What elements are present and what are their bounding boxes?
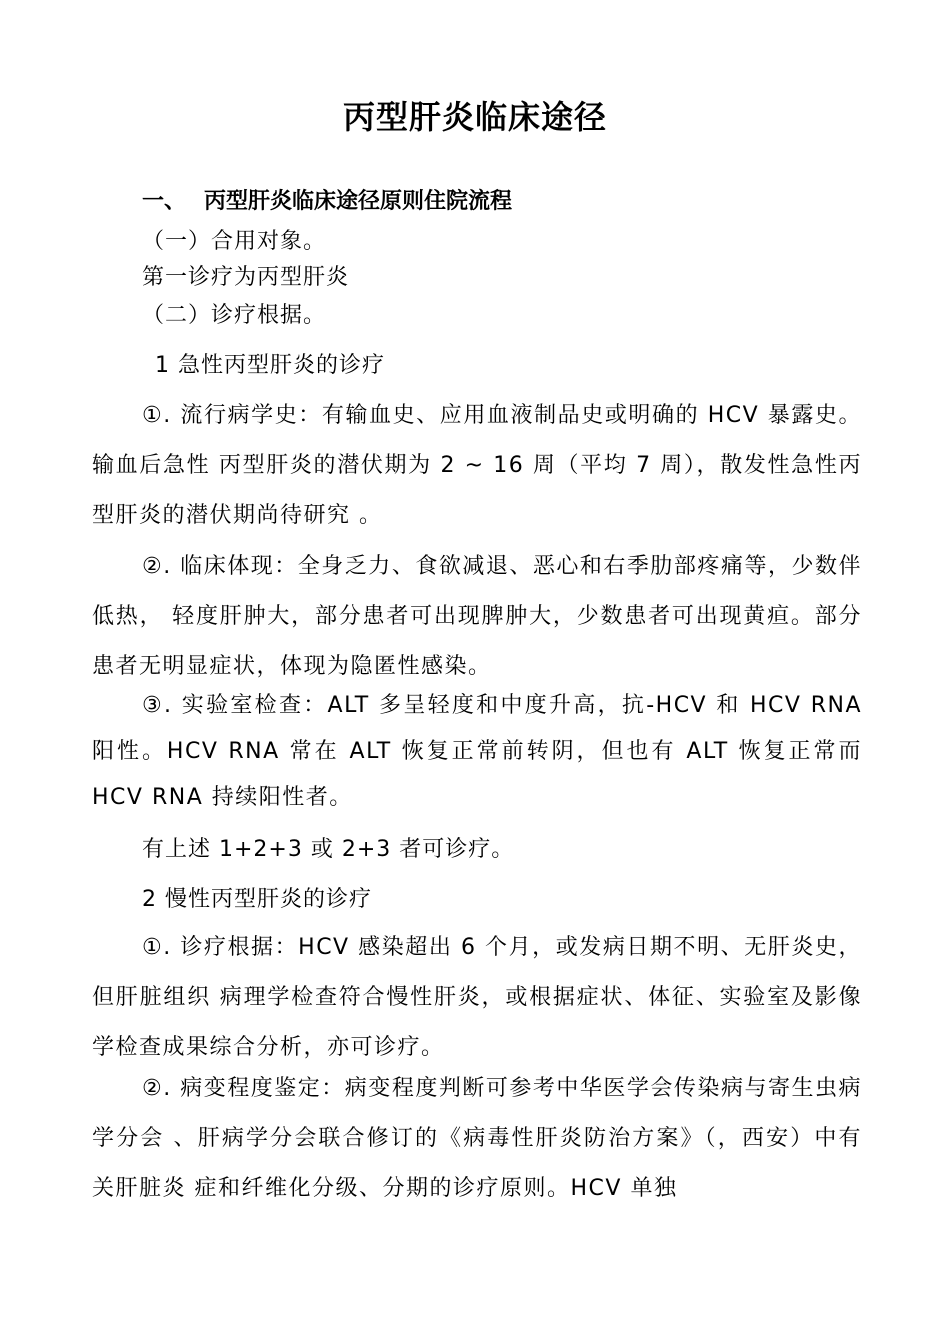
chronic-paragraph-basis: ①. 诊疗根据：HCV 感染超出 6 个月，或发病日期不明、无肝炎史，但肝脏组织 病理学检查符合慢性肝炎，或根据症状、体征、实验室及影像学检查成果综合分析，亦可诊疗。 <box>92 935 862 1060</box>
acute-paragraph-lab: ③. 实验室检查：ALT 多呈轻度和中度升高，抗-HCV 和 HCV RNA 阳性。HCV RNA 常在 ALT 恢复正常前转阴，但也有 ALT 恢复正常而 HCV RNA 持续阳性者。 <box>92 693 862 810</box>
acute-conclusion: 有上述 1+2+3 或 2+3 者可诊疗。 <box>142 837 515 862</box>
acute-paragraph-epidemiology: ①. 流行病学史：有输血史、应用血液制品史或明确的 HCV 暴露史。输血后急性 丙型肝炎的潜伏期为 2 ~ 16 周（平均 7 周），散发性急性丙型肝炎的潜伏期尚待研究 。 <box>92 403 862 528</box>
document-title: 丙型肝炎临床途径 <box>342 98 607 136</box>
section-number: 一、 <box>142 189 187 214</box>
basis-heading: （二）诊疗根据。 <box>142 303 327 328</box>
acute-heading: 1 急性丙型肝炎的诊疗 <box>155 353 385 378</box>
scope-heading: （一）合用对象。 <box>142 229 327 254</box>
chronic-paragraph-severity: ②. 病变程度鉴定：病变程度判断可参考中华医学会传染病与寄生虫病学分会 、肝病学分会联合修订的《病毒性肝炎防治方案》（，西安）中有关肝脏炎 症和纤维化分级、分期的诊疗原则。HCV 单独 <box>92 1076 862 1201</box>
section-heading <box>142 186 512 218</box>
chronic-heading: 2 慢性丙型肝炎的诊疗 <box>142 887 372 912</box>
acute-paragraph-clinical: ②. 临床体现：全身乏力、食欲减退、恶心和右季肋部疼痛等，少数伴低热， 轻度肝肿大，部分患者可出现脾肿大，少数患者可出现黄疸。部分患者无明显症状，体现为隐匿性感染。 <box>92 554 862 679</box>
section-heading-text: 丙型肝炎临床途径原则住院流程 <box>204 189 513 214</box>
scope-text: 第一诊疗为丙型肝炎 <box>142 265 350 290</box>
